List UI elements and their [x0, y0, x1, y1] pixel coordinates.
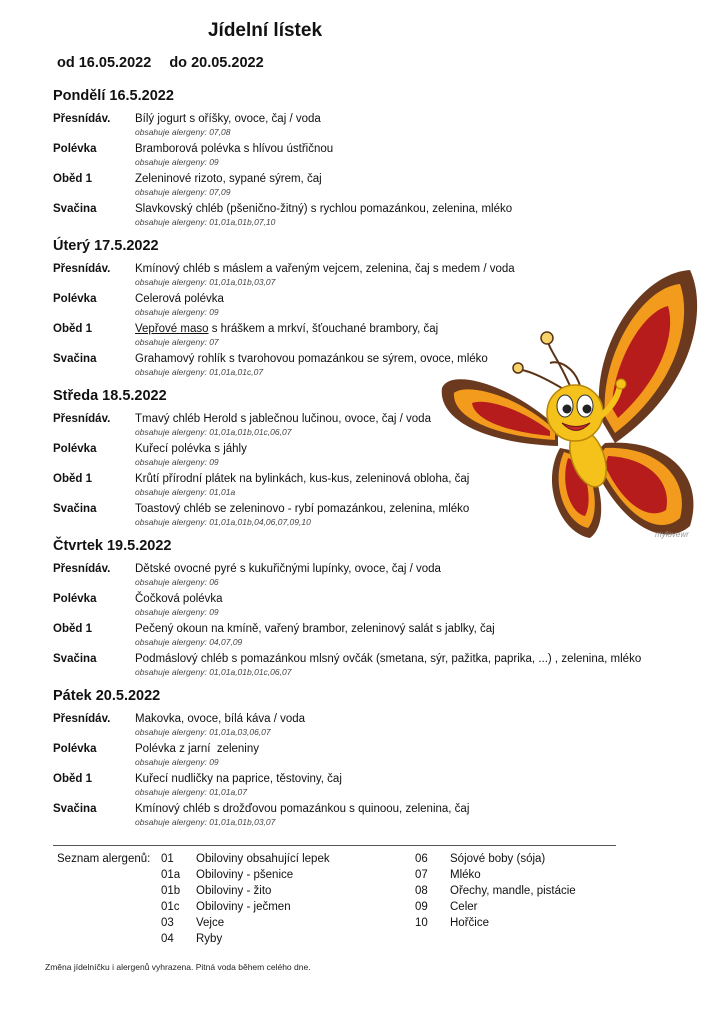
meal-allergens: obsahuje alergeny: 01,01a [135, 487, 236, 497]
meal-label: Polévka [53, 593, 97, 605]
meal-row [53, 562, 693, 592]
meal-text: Kmínový chléb s drožďovou pomazánkou s quinoou, zelenina, čaj [135, 803, 470, 815]
allergen-code: 01c [161, 901, 180, 913]
meal-label: Přesnídáv. [53, 713, 111, 725]
date-to: do 20.05.2022 [169, 55, 264, 71]
meal-row [53, 652, 693, 682]
allergen-name: Ořechy, mandle, pistácie [450, 885, 576, 897]
meal-allergens: obsahuje alergeny: 09 [135, 757, 219, 767]
allergen-name: Celer [450, 901, 478, 913]
day-title: Pondělí 16.5.2022 [53, 88, 174, 104]
meal-row [53, 112, 693, 142]
meal-allergens: obsahuje alergeny: 09 [135, 457, 219, 467]
allergen-code: 04 [161, 933, 174, 945]
meal-text: Tmavý chléb Herold s jablečnou lučinou, ovoce, čaj / voda [135, 413, 431, 425]
meal-allergens: obsahuje alergeny: 04,07,09 [135, 637, 243, 647]
meal-row [53, 802, 693, 832]
meal-text [135, 322, 438, 337]
meal-text: Kmínový chléb s máslem a vařeným vejcem, zelenina, čaj s medem / voda [135, 263, 515, 275]
meal-allergens: obsahuje alergeny: 01,01a,07 [135, 787, 248, 797]
meal-text-underlined: Vepřové maso [135, 323, 209, 335]
meal-allergens: obsahuje alergeny: 09 [135, 307, 219, 317]
meal-allergens: obsahuje alergeny: 07,08 [135, 127, 231, 137]
meal-label: Oběd 1 [53, 473, 92, 485]
meal-allergens: obsahuje alergeny: 06 [135, 577, 219, 587]
day-title: Pátek 20.5.2022 [53, 688, 161, 704]
meal-label: Svačina [53, 353, 97, 365]
meal-text: Kuřecí polévka s jáhly [135, 443, 247, 455]
butterfly-head [547, 385, 603, 441]
meal-text: Čočková polévka [135, 593, 223, 605]
allergen-name: Vejce [196, 917, 225, 929]
meal-allergens: obsahuje alergeny: 01,01a,01c,07 [135, 367, 264, 377]
meal-label: Polévka [53, 143, 97, 155]
day-section [53, 86, 693, 232]
footer-note: Změna jídelníčku i alergenů vyhrazena. Pitná voda během celého dne. [45, 962, 311, 972]
meal-text-rest: s hráškem a mrkví, šťouchané brambory, čaj [208, 323, 439, 335]
meal-label: Svačina [53, 503, 97, 515]
meal-label: Svačina [53, 803, 97, 815]
allergen-code: 06 [415, 853, 428, 865]
antenna-right [522, 370, 565, 390]
meal-label: Přesnídáv. [53, 563, 111, 575]
date-from: od 16.05.2022 [57, 55, 152, 71]
meal-allergens: obsahuje alergeny: 07 [135, 337, 219, 347]
allergen-name: Obiloviny - žito [196, 885, 272, 897]
allergen-name: Ryby [196, 933, 223, 945]
meal-label: Přesnídáv. [53, 113, 111, 125]
meal-row [53, 712, 693, 742]
butterfly-hand [616, 379, 626, 389]
meal-row [53, 202, 693, 232]
meal-label: Svačina [53, 653, 97, 665]
artist-signature: mylovewr [655, 530, 689, 539]
meal-allergens: obsahuje alergeny: 01,01a,01b,03,07 [135, 277, 276, 287]
page-title: Jídelní lístek [207, 20, 323, 41]
meal-row [53, 622, 693, 652]
meal-text: Dětské ovocné pyré s kukuřičnými lupínky, ovoce, čaj / voda [135, 563, 441, 575]
meal-label: Svačina [53, 203, 97, 215]
allergen-name: Obiloviny - ječmen [196, 901, 291, 913]
meal-text: Toastový chléb se zeleninovo - rybí pomazánkou, zelenina, mléko [135, 503, 470, 515]
meal-text: Pečený okoun na kmíně, vařený brambor, zeleninový salát s jablky, čaj [135, 623, 495, 635]
meal-label: Polévka [53, 743, 97, 755]
meal-allergens: obsahuje alergeny: 01,01a,01b,03,07 [135, 817, 276, 827]
allergen-code: 01a [161, 869, 181, 881]
meal-text: Kuřecí nudličky na paprice, těstoviny, čaj [135, 773, 342, 785]
meal-text: Slavkovský chléb (pšenično-žitný) s rychlou pomazánkou, zelenina, mléko [135, 203, 513, 215]
meal-label: Oběd 1 [53, 323, 92, 335]
meal-allergens: obsahuje alergeny: 07,09 [135, 187, 231, 197]
meal-allergens: obsahuje alergeny: 09 [135, 157, 219, 167]
antenna-tip-left [541, 332, 553, 344]
allergen-code: 08 [415, 885, 428, 897]
allergen-code: 01b [161, 885, 181, 897]
allergen-code: 03 [161, 917, 174, 929]
meal-allergens: obsahuje alergeny: 01,01a,01b,07,10 [135, 217, 276, 227]
meal-label: Oběd 1 [53, 173, 92, 185]
meal-row [53, 592, 693, 622]
day-section [53, 536, 693, 682]
meal-text: Celerová polévka [135, 293, 224, 305]
meal-allergens: obsahuje alergeny: 01,01a,01b,01c,06,07 [135, 667, 292, 677]
allergen-code: 07 [415, 869, 428, 881]
allergen-name: Obiloviny obsahující lepek [196, 853, 330, 865]
allergen-name: Hořčice [450, 917, 489, 929]
meal-allergens: obsahuje alergeny: 01,01a,01b,04,06,07,09,10 [135, 517, 311, 527]
meal-label: Oběd 1 [53, 773, 92, 785]
meal-allergens: obsahuje alergeny: 01,01a,03,06,07 [135, 727, 271, 737]
date-range [57, 55, 264, 71]
meal-label: Oběd 1 [53, 623, 92, 635]
allergen-name: Obiloviny - pšenice [196, 869, 294, 881]
allergen-name: Mléko [450, 869, 481, 881]
meal-row [53, 742, 693, 772]
allergen-code: 01 [161, 853, 174, 865]
day-title: Čtvrtek 19.5.2022 [53, 538, 172, 554]
day-section [53, 686, 693, 832]
day-title: Středa 18.5.2022 [53, 388, 167, 404]
allergen-code: 10 [415, 917, 428, 929]
meal-text: Polévka z jarní zeleniny [135, 743, 260, 755]
meal-text: Krůtí přírodní plátek na bylinkách, kus-kus, zeleninová obloha, čaj [135, 473, 470, 485]
allergen-list-label: Seznam alergenů: [57, 853, 151, 865]
meal-row [53, 142, 693, 172]
meal-label: Přesnídáv. [53, 413, 111, 425]
meal-label: Polévka [53, 443, 97, 455]
meal-allergens: obsahuje alergeny: 01,01a,01b,01c,06,07 [135, 427, 292, 437]
divider [53, 845, 616, 846]
butterfly-illustration [440, 268, 710, 548]
meal-row [53, 772, 693, 802]
meal-text: Grahamový rohlík s tvarohovou pomazánkou se sýrem, ovoce, mléko [135, 353, 488, 365]
pupil-right [583, 405, 592, 414]
meal-text: Podmáslový chléb s pomazánkou mlsný ovčák (smetana, sýr, pažitka, paprika, ...) , zelenina, mléko [135, 653, 642, 665]
allergen-name: Sójové boby (sója) [450, 853, 546, 865]
meal-label: Přesnídáv. [53, 263, 111, 275]
meal-row [53, 172, 693, 202]
pupil-left [563, 405, 572, 414]
antenna-tip-right [513, 363, 523, 373]
meal-text: Zeleninové rizoto, sypané sýrem, čaj [135, 173, 322, 185]
meal-text: Bílý jogurt s oříšky, ovoce, čaj / voda [135, 113, 321, 125]
meal-text: Bramborová polévka s hlívou ústřičnou [135, 143, 334, 155]
meal-text: Makovka, ovoce, bílá káva / voda [135, 713, 306, 725]
allergen-code: 09 [415, 901, 428, 913]
meal-label: Polévka [53, 293, 97, 305]
meal-allergens: obsahuje alergeny: 09 [135, 607, 219, 617]
day-title: Úterý 17.5.2022 [53, 238, 159, 254]
